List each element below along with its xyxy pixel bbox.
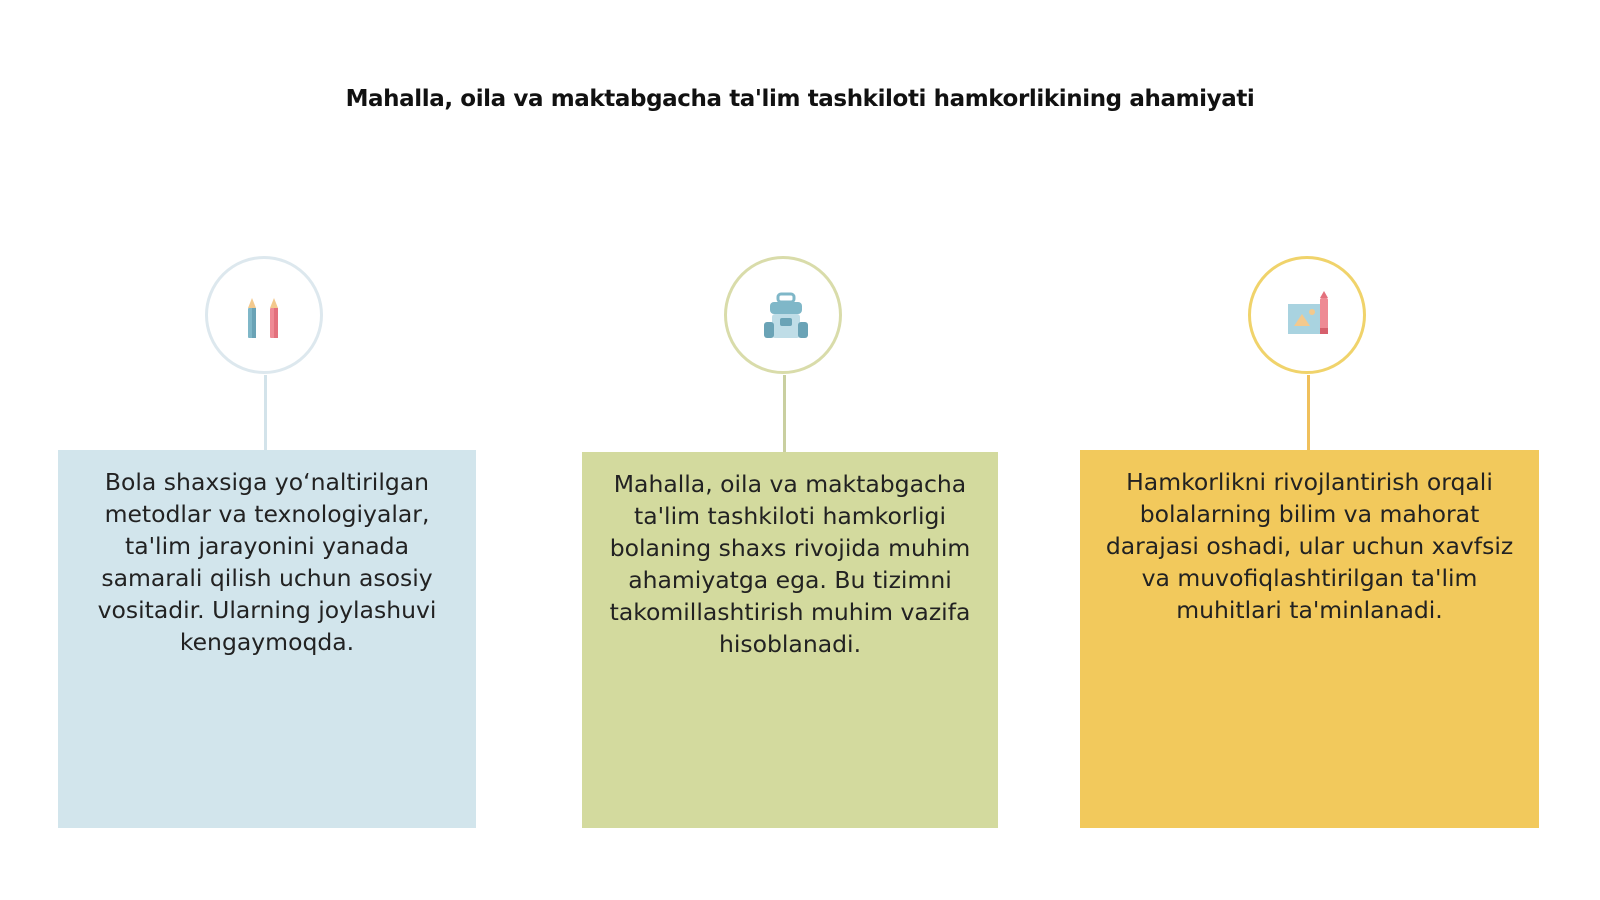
icon-circle-3 [1248,256,1366,374]
connector-line-2 [783,375,786,452]
icon-circle-2 [724,256,842,374]
page-title: Mahalla, oila va maktabgacha ta'lim tashkiloti hamkorlikining ahamiyati [345,86,1255,112]
connector-line-3 [1307,375,1310,450]
icon-circle-1 [205,256,323,374]
pencils-icon [237,288,297,348]
canvas-crayon-icon [1280,288,1340,348]
backpack-icon [756,288,816,348]
info-card-2: Mahalla, oila va maktabgacha ta'lim tashkiloti hamkorligi bolaning shaxs rivojida muhim ahamiyatga ega. Bu tizimni takomillashtirish muhim vazifa hisoblanadi. [582,452,998,828]
info-card-1: Bola shaxsiga yo‘naltirilgan metodlar va texnologiyalar, ta'lim jarayonini yanada samarali qilish uchun asosiy vositadir. Ularning joylashuvi kengaymoqda. [58,450,476,828]
connector-line-1 [264,375,267,450]
info-card-3: Hamkorlikni rivojlantirish orqali bolalarning bilim va mahorat darajasi oshadi, ular uchun xavfsiz va muvofiqlashtirilgan ta'lim muhitlari ta'minlanadi. [1080,450,1539,828]
